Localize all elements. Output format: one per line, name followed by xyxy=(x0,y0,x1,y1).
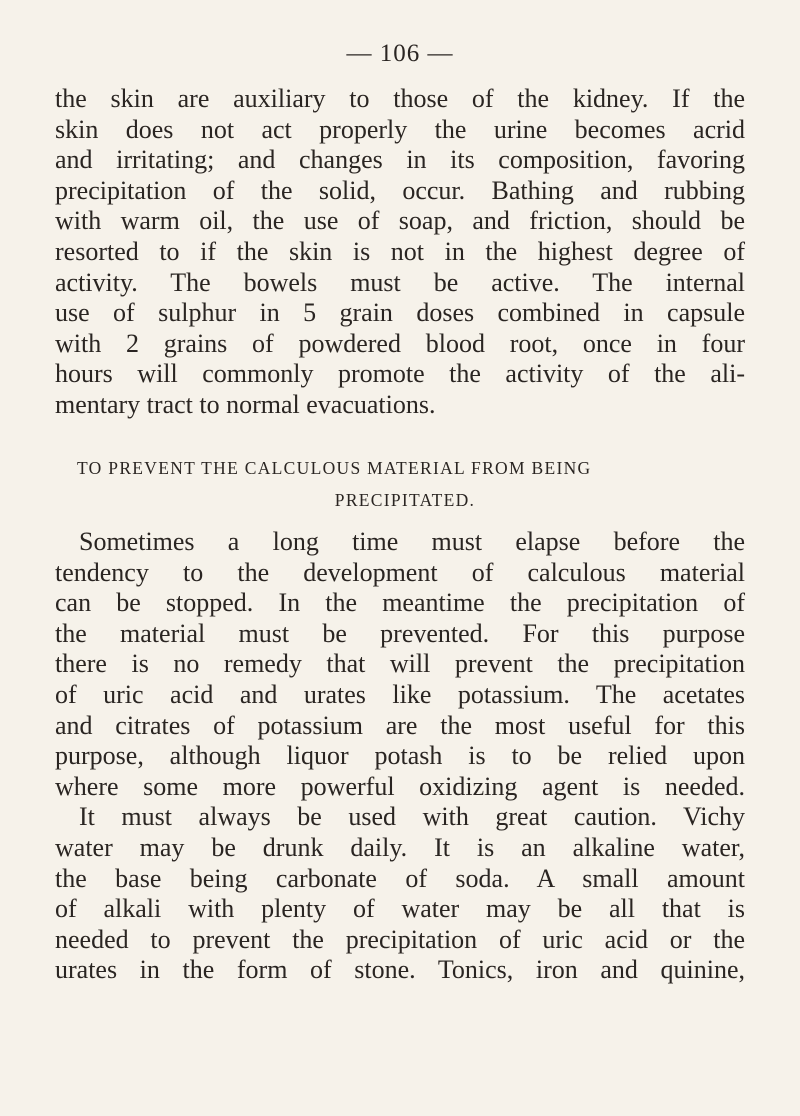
text-line: of uric acid and urates like potassium. The acetates xyxy=(55,679,745,709)
text-line: tendency to the development of calculous material xyxy=(55,557,745,587)
text-line: with warm oil, the use of soap, and friction, should be xyxy=(55,206,745,236)
page-number: — 106 — xyxy=(346,40,454,67)
text-line: precipitation of the solid, occur. Bathing and rubbing xyxy=(55,175,745,205)
text-line: resorted to if the skin is not in the highest degree of xyxy=(55,236,745,266)
text-line: Sometimes a long time must elapse before the xyxy=(79,527,745,556)
text-line: water may be drunk daily. It is an alkaline water, xyxy=(55,832,745,862)
paragraph-continued xyxy=(55,84,745,421)
text-line: activity. The bowels must be active. The internal xyxy=(55,267,745,297)
text-line: and citrates of potassium are the most useful for this xyxy=(55,710,745,740)
text-line: there is no remedy that will prevent the precipitation xyxy=(55,649,745,679)
text-line: use of sulphur in 5 grain doses combined in capsule xyxy=(55,298,745,328)
text-line: the material must be prevented. For this purpose xyxy=(55,618,745,648)
text-line: where some more powerful oxidizing agent is needed. xyxy=(55,771,745,801)
text-line: mentary tract to normal evacuations. xyxy=(55,389,436,419)
paragraph-sometimes xyxy=(55,527,745,986)
heading-line: PRECIPITATED. xyxy=(334,490,476,510)
text-line: of alkali with plenty of water may be all that is xyxy=(55,894,745,924)
text-line: needed to prevent the precipitation of uric acid or the xyxy=(55,924,745,954)
text-line: purpose, although liquor potash is to be relied upon xyxy=(55,741,745,771)
heading-line: TO PREVENT THE CALCULOUS MATERIAL FROM BEING xyxy=(77,458,592,478)
text-line: It must always be used with great caution. Vichy xyxy=(79,802,745,832)
text-line: can be stopped. In the meantime the precipitation of xyxy=(55,588,745,618)
text-line: skin does not act properly the urine becomes acrid xyxy=(55,114,745,144)
text-line: the skin are auxiliary to those of the kidney. If the xyxy=(55,84,745,113)
text-line: and irritating; and changes in its composition, favoring xyxy=(55,145,745,175)
text-line: with 2 grains of powdered blood root, once in four xyxy=(55,328,745,358)
text-line: urates in the form of stone. Tonics, iron and quinine, xyxy=(55,955,745,985)
text-line: the base being carbonate of soda. A small amount xyxy=(55,863,745,893)
section-heading xyxy=(55,452,745,516)
text-line: hours will commonly promote the activity of the ali- xyxy=(55,359,745,389)
